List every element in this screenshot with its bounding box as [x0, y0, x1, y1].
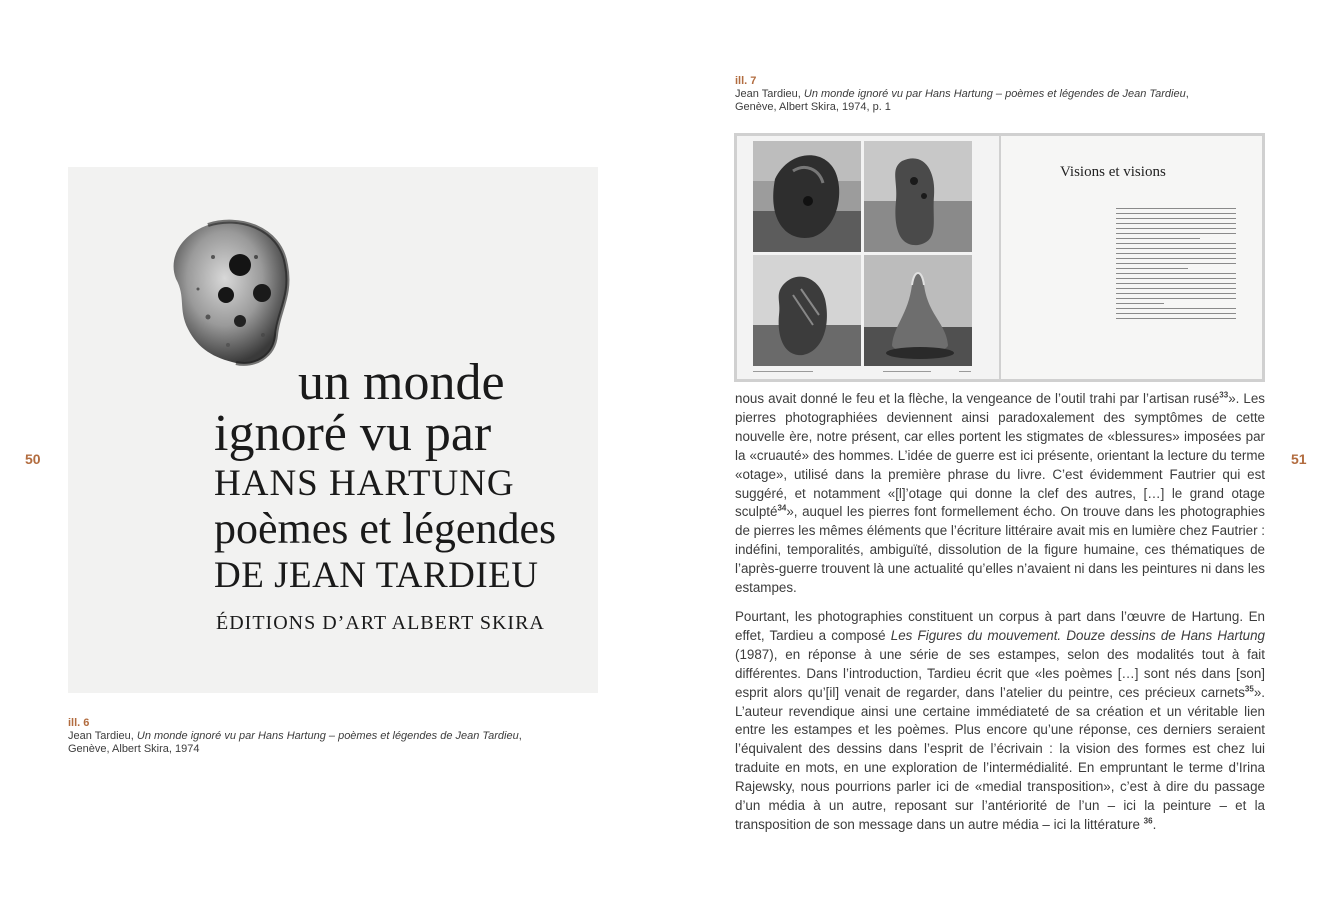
footnote-ref-36[interactable]: 36 — [1143, 816, 1153, 826]
book-cover-illustration — [68, 167, 598, 693]
p2-text-c: ». L’auteur revendique ainsi une certaine immédiateté de sa création et un véritable lien entre les estampes et les poèmes. Plus encore qu’une réponse, ces derniers seraient l’équivalent des dessins dans l’esprit de l’écrivain : la vision des formes est chez lui traduite en mots, en une exploration de l’intermédialité. En empruntant le terme d’Irina Rajewsky, nous pourrions parler ici de «medial transposition», c’est à dire du passage d’un média à un autre, reposant sur l’antériorité de l’un – ici la peinture – et la transposition de son message dans un autre média – ici la littérature — [735, 684, 1265, 832]
page-number-right: 51 — [1291, 451, 1307, 467]
p1-text-c: », auquel les pierres font formellement écho. On trouve dans les photographies de pierres les mêmes éléments que l’écriture littéraire avait mis en lumière chez Fautrier : indéfini, temporalités, ambiguïté, dissolution de la figure humaine, ces thématiques de l’après-guerre trouvent là une actualité qu’elles n’avaient ni dans les peintures ni dans les estampes. — [735, 504, 1265, 596]
paragraph-2 — [735, 608, 1265, 835]
caption-ill-7 — [735, 75, 1205, 114]
spread-right-page — [1001, 136, 1262, 379]
caption-author: Jean Tardieu, — [68, 730, 137, 742]
p2-book-title: Les Figures du mouvement. Douze dessins de Hans Hartung — [890, 627, 1266, 643]
p2-text-b: (1987), en réponse à une série de ses estampes, selon des modalités tout à fait différentes. Dans l’introduction, Tardieu écrit que «les poèmes […] sont nés dans [son] esprit alors qu’[il] venait de regarder, dans l’atelier du peintre, ces précieux carnets — [735, 646, 1265, 700]
cover-title-line-3: HANS HARTUNG — [214, 463, 515, 504]
footnote-ref-34[interactable]: 34 — [777, 503, 787, 513]
spread-left-page — [737, 136, 999, 379]
spread-heading: Visions et visions — [1060, 164, 1166, 180]
p2-text-d: . — [1152, 816, 1157, 832]
page-number-left: 50 — [25, 451, 41, 467]
caption-title: Un monde ignoré vu par Hans Hartung – poèmes et légendes de Jean Tardieu — [803, 88, 1186, 100]
cover-title-line-2: ignoré vu par — [214, 405, 492, 462]
p2-text-a: Pourtant, les photographies constituent un corpus à part dans l’œuvre de Hartung. En effet, Tardieu a composé — [735, 608, 1265, 643]
caption-details: , Genève, Albert Skira, 1974, p. 1 — [735, 88, 1189, 113]
stone-photo-3 — [753, 255, 861, 366]
caption-title: Un monde ignoré vu par Hans Hartung – poèmes et légendes de Jean Tardieu — [136, 730, 519, 742]
caption-author: Jean Tardieu, — [735, 88, 804, 100]
spread-small-captions — [753, 369, 972, 375]
footnote-ref-33[interactable]: 33 — [1219, 390, 1229, 400]
p1-text-b: ». Les pierres photographiées deviennent ainsi paradoxalement des symptômes de cette nouvelle ère, notre présent, car elles portent les stigmates de «blessures» imposées par la «cruauté» des hommes. L’idée de guerre est ici présente, orientant la lecture du terme «otage», utilisé dans la première phrase du livre. C’est évidemment Fautrier qui est suggéré, et notamment «[l]’otage qui donne la clef des autres, […] le grand otage sculpté — [735, 391, 1266, 520]
cover-title-line-4: poèmes et légendes — [214, 504, 557, 553]
stone-photo-4 — [864, 255, 972, 366]
cover-title-line-5: DE JEAN TARDIEU — [214, 555, 539, 596]
p1-text-a: nous avait donné le feu et la flèche, la vengeance de l’outil trahi par l’artisan rusé — [735, 391, 1220, 406]
body-text — [735, 390, 1265, 845]
cover-title-line-1: un monde — [298, 354, 505, 411]
stone-photo-1 — [753, 141, 861, 252]
footnote-ref-35[interactable]: 35 — [1244, 684, 1254, 694]
book-spread-illustration — [734, 133, 1265, 382]
stone-photo-2 — [864, 141, 972, 252]
paragraph-1 — [735, 390, 1265, 598]
caption-label: ill. 7 — [735, 75, 757, 87]
caption-ill-6 — [68, 717, 538, 756]
caption-details: , Genève, Albert Skira, 1974 — [68, 730, 522, 755]
caption-label: ill. 6 — [68, 717, 90, 729]
spread-text-block — [1116, 208, 1236, 323]
cover-publisher: ÉDITIONS D’ART ALBERT SKIRA — [216, 612, 545, 634]
